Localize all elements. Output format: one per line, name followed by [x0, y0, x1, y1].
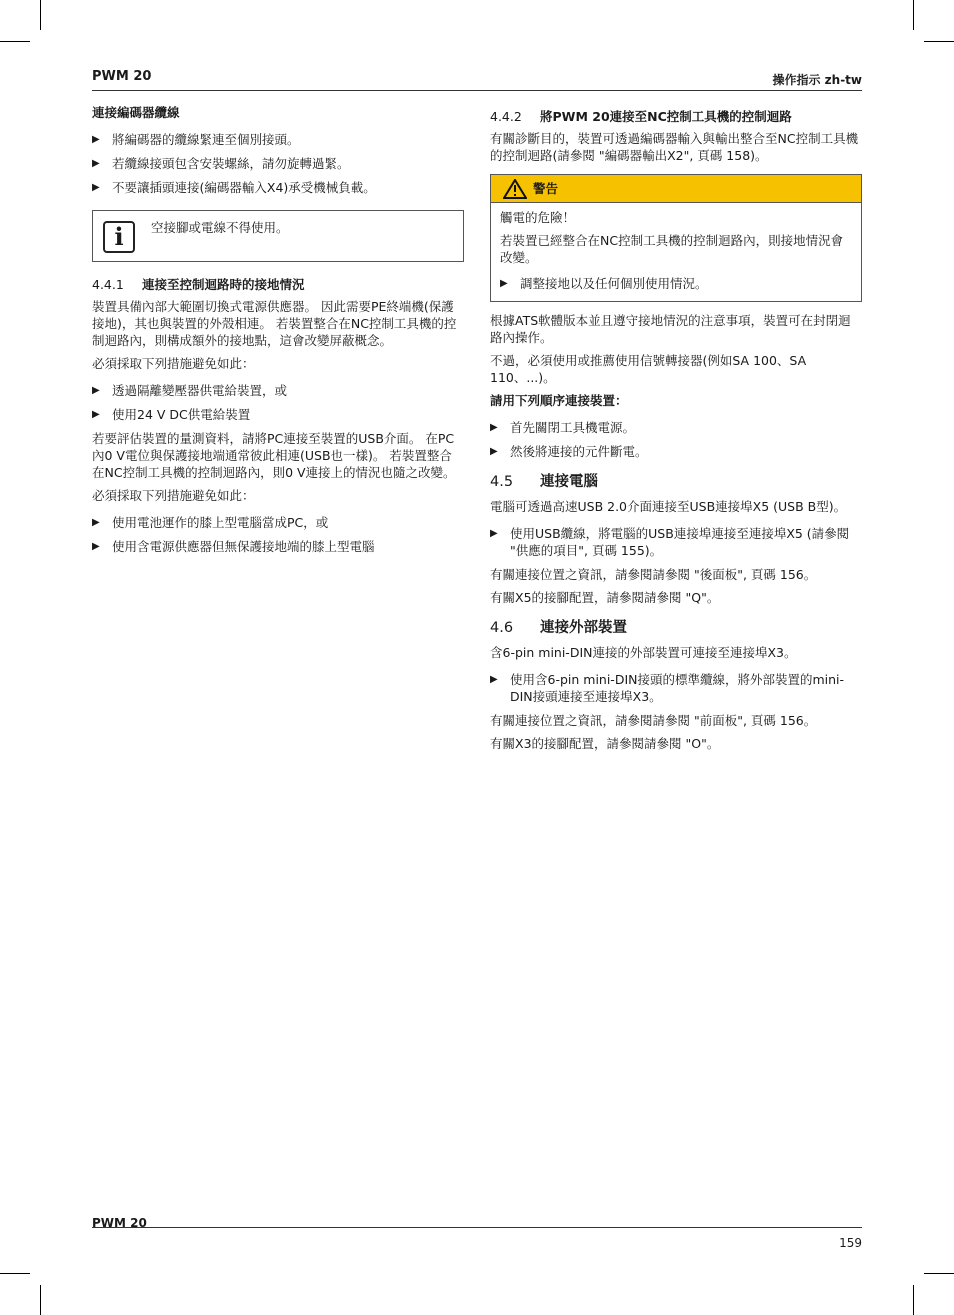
arrow-right-icon: ▶ — [92, 158, 100, 169]
heading-4-5: 4.5 連接電腦 — [490, 474, 598, 490]
warning-triangle-icon — [503, 179, 527, 199]
crop-mark — [40, 0, 41, 30]
warning-label: 警告 — [533, 181, 559, 196]
paragraph: 電腦可透過高速USB 2.0介面連接至USB連接埠X5 (USB B型)。 — [490, 499, 847, 514]
heading-4-4-1: 4.4.1 連接至控制迴路時的接地情況 — [92, 277, 305, 292]
crop-mark — [924, 1273, 954, 1274]
crop-mark — [0, 41, 30, 42]
heading-4-4-2: 4.4.2 將PWM 20連接至NC控制工具機的控制迴路 — [490, 109, 792, 124]
warning-line: 若裝置已經整合在NC控制工具機的控制迴路內，則接地情況會改變。 — [500, 233, 844, 265]
bullet-list — [490, 419, 862, 460]
warning-header — [491, 175, 861, 203]
list-item: ▶ 使用含6-pin mini-DIN接頭的標準纜線，將外部裝置的mini-DIN接頭連接至連接埠X3。 — [490, 672, 845, 704]
paragraph: 必須採取下列措施避免如此： — [92, 488, 255, 503]
bullet-list — [490, 525, 862, 559]
paragraph: 若要評估裝置的量測資料，請將PC連接至裝置的USB介面。 在PC內0 V電位與保護接地端通常彼此相連(USB也一樣)。 若裝置整合在NC控制工具機的控制迴路內，則0 V連接上的情況也隨之改變。 — [92, 431, 456, 480]
warning-line: 觸電的危險！ — [500, 210, 576, 225]
crop-mark — [0, 1273, 30, 1274]
bullet-list — [500, 275, 852, 292]
paragraph: 根據ATS軟體版本並且遵守接地情況的注意事項，裝置可在封閉迴路內操作。 — [490, 313, 851, 345]
list-item: ▶ 使用含電源供應器但無保護接地端的膝上型電腦 — [92, 539, 375, 554]
paragraph: 有關連接位置之資訊，請參閱請參閱 "後面板", 頁碼 156。 — [490, 567, 817, 582]
paragraph: 裝置具備內部大範圍切換式電源供應器。 因此需要PE終端機(保護接地)，其也與裝置的外殼相連。 若裝置整合在NC控制工具機的控制迴路內，則構成額外的接地點，這會改變屏蔽概念。 — [92, 299, 457, 348]
info-icon: i — [103, 221, 135, 253]
page-number: 159 — [839, 1236, 862, 1250]
arrow-right-icon: ▶ — [92, 385, 100, 396]
arrow-right-icon: ▶ — [490, 528, 498, 539]
page-header — [92, 66, 862, 91]
bullet-list — [92, 131, 464, 196]
list-item: ▶ 調整接地以及任何個別使用情況。 — [500, 276, 708, 291]
arrow-right-icon: ▶ — [92, 541, 100, 552]
list-item: ▶ 使用24 V DC供電給裝置 — [92, 407, 251, 422]
arrow-right-icon: ▶ — [92, 409, 100, 420]
header-product: PWM 20 — [92, 69, 152, 84]
section-title: 連接編碼器纜線 — [92, 105, 180, 120]
arrow-right-icon: ▶ — [92, 517, 100, 528]
arrow-right-icon: ▶ — [92, 134, 100, 145]
paragraph: 含6-pin mini-DIN連接的外部裝置可連接至連接埠X3。 — [490, 645, 797, 660]
info-note — [92, 210, 464, 262]
arrow-right-icon: ▶ — [490, 422, 498, 433]
crop-mark — [40, 1285, 41, 1315]
paragraph: 有關診斷目的，裝置可透過編碼器輸入與輸出整合至NC控制工具機的控制迴路(請參閱 "編碼器輸出X2", 頁碼 158)。 — [490, 131, 859, 163]
heading-4-6: 4.6 連接外部裝置 — [490, 620, 627, 636]
bullet-list — [92, 514, 464, 555]
left-column — [92, 104, 464, 562]
paragraph: 請用下列順序連接裝置： — [490, 393, 628, 408]
list-item: ▶ 若纜線接頭包含安裝螺絲，請勿旋轉過緊。 — [92, 156, 350, 171]
paragraph: 有關X5的接腳配置，請參閱請參閱 "Q"。 — [490, 590, 720, 605]
info-text: 空接腳或電線不得使用。 — [151, 220, 289, 235]
footer-product: PWM 20 — [92, 1216, 147, 1230]
paragraph: 不過，必須使用或推薦使用信號轉接器(例如SA 100、SA 110、...)。 — [490, 353, 807, 385]
warning-box — [490, 174, 862, 302]
list-item: ▶ 不要讓插頭連接(編碼器輸入X4)承受機械負載。 — [92, 180, 376, 195]
bullet-list — [92, 382, 464, 423]
arrow-right-icon: ▶ — [92, 182, 100, 193]
footer-rule — [92, 1227, 862, 1228]
arrow-right-icon: ▶ — [490, 674, 498, 685]
right-column — [490, 104, 862, 758]
crop-mark — [913, 0, 914, 30]
paragraph: 有關連接位置之資訊，請參閱請參閱 "前面板", 頁碼 156。 — [490, 713, 817, 728]
bullet-list — [490, 671, 862, 705]
list-item: ▶ 使用USB纜線，將電腦的USB連接埠連接至連接埠X5 (請參閱 "供應的項目", 頁碼 155)。 — [490, 526, 850, 558]
crop-mark — [913, 1285, 914, 1315]
list-item: ▶ 使用電池運作的膝上型電腦當成PC，或 — [92, 515, 329, 530]
list-item: ▶ 將編碼器的纜線緊連至個別接頭。 — [92, 132, 300, 147]
paragraph: 有關X3的接腳配置，請參閱請參閱 "O"。 — [490, 736, 720, 751]
list-item: ▶ 首先關閉工具機電源。 — [490, 420, 636, 435]
crop-mark — [924, 41, 954, 42]
header-section: 操作指示 zh-tw — [772, 73, 862, 87]
list-item: ▶ 透過隔離變壓器供電給裝置，或 — [92, 383, 288, 398]
paragraph: 必須採取下列措施避免如此： — [92, 356, 255, 371]
list-item: ▶ 然後將連接的元件斷電。 — [490, 444, 648, 459]
arrow-right-icon: ▶ — [490, 446, 498, 457]
arrow-right-icon: ▶ — [500, 278, 508, 289]
